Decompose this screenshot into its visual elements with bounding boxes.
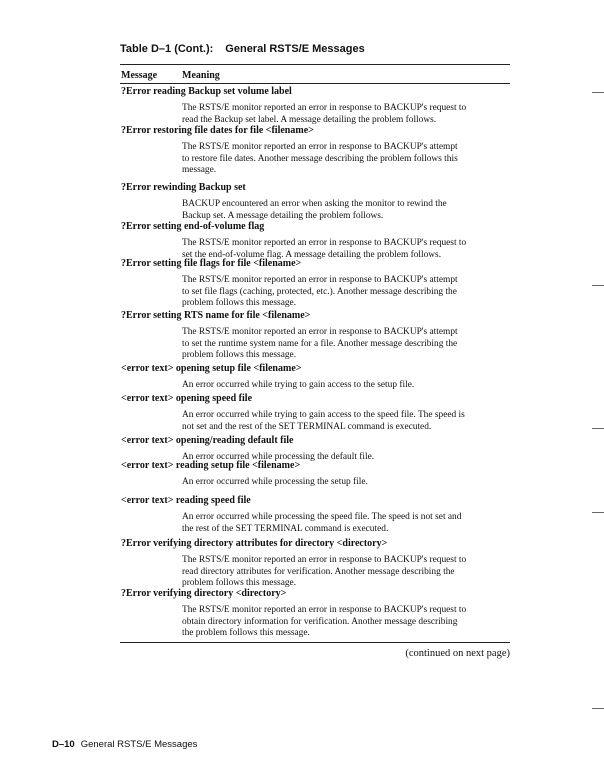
message-meaning bbox=[182, 275, 511, 310]
message-text: <error text> opening speed file bbox=[121, 393, 253, 404]
message-meaning bbox=[182, 103, 511, 126]
meaning-line: BACKUP encountered an error when asking the monitor to rewind the bbox=[182, 199, 447, 209]
meaning-line: The RSTS/E monitor reported an error in response to BACKUP's attempt bbox=[182, 275, 458, 285]
top-rule bbox=[120, 64, 510, 65]
footer-section: General RSTS/E Messages bbox=[80, 739, 198, 750]
message-entry bbox=[121, 258, 511, 310]
message-text: ?Error verifying directory <directory> bbox=[121, 588, 287, 599]
meaning-line: to set file flags (caching, protected, etc.). Another message describing the bbox=[182, 286, 457, 297]
message-meaning bbox=[182, 142, 511, 177]
meaning-line: set the end-of-volume flag. A message detailing the problem follows. bbox=[182, 249, 442, 260]
meaning-line: problem follows this message. bbox=[182, 578, 297, 589]
meaning-line: An error occurred while processing the speed file. The speed is not set and bbox=[182, 512, 462, 522]
message-entry bbox=[121, 125, 511, 177]
message-meaning bbox=[182, 512, 511, 535]
meaning-line: An error occurred while trying to gain access to the setup file. bbox=[182, 380, 415, 390]
message-meaning bbox=[182, 380, 511, 392]
message-meaning bbox=[182, 410, 511, 433]
table-number: Table D–1 (Cont.): bbox=[120, 43, 214, 55]
continued-note: (continued on next page) bbox=[405, 648, 510, 659]
meaning-line: problem follows this message. bbox=[182, 298, 297, 309]
message-text: ?Error rewinding Backup set bbox=[121, 182, 246, 193]
meaning-line: the problem follows this message. bbox=[182, 628, 310, 639]
message-text: <error text> reading speed file bbox=[121, 495, 251, 506]
column-message: Message bbox=[121, 70, 158, 81]
message-text: <error text> reading setup file <filename> bbox=[121, 460, 301, 471]
message-text: ?Error reading Backup set volume label bbox=[121, 86, 292, 97]
page-footer bbox=[52, 739, 197, 750]
message-meaning bbox=[182, 605, 511, 640]
message-entry bbox=[121, 588, 511, 640]
scan-mark bbox=[592, 512, 604, 513]
scan-mark bbox=[592, 708, 604, 709]
message-meaning bbox=[182, 477, 511, 489]
message-entry bbox=[121, 182, 511, 222]
message-text: <error text> opening/reading default file bbox=[121, 435, 294, 446]
message-text: ?Error setting file flags for file <filename> bbox=[121, 258, 302, 269]
meaning-line: The RSTS/E monitor reported an error in response to BACKUP's request to bbox=[182, 555, 467, 565]
meaning-line: An error occurred while trying to gain access to the speed file. The speed is bbox=[182, 410, 465, 420]
meaning-line: to restore file dates. Another message describing the problem follows this bbox=[182, 153, 458, 164]
meaning-line: read directory attributes for verification. Another message describing the bbox=[182, 566, 455, 577]
meaning-line: to set the runtime system name for a file. Another message describing the bbox=[182, 338, 458, 349]
table-title bbox=[120, 43, 365, 55]
message-entry bbox=[121, 86, 511, 126]
column-meaning: Meaning bbox=[182, 70, 220, 81]
message-meaning bbox=[182, 327, 511, 362]
message-text: ?Error setting end-of-volume flag bbox=[121, 221, 265, 232]
scan-mark bbox=[592, 428, 604, 429]
meaning-line: The RSTS/E monitor reported an error in response to BACKUP's request to bbox=[182, 605, 467, 615]
meaning-line: not set and the rest of the SET TERMINAL command is executed. bbox=[182, 421, 432, 432]
meaning-line: message. bbox=[182, 165, 217, 176]
header-rule bbox=[120, 83, 510, 84]
message-meaning bbox=[182, 199, 511, 222]
meaning-line: The RSTS/E monitor reported an error in response to BACKUP's attempt bbox=[182, 327, 458, 337]
meaning-line: obtain directory information for verification. Another message describing bbox=[182, 616, 458, 627]
message-text: <error text> opening setup file <filename> bbox=[121, 363, 302, 374]
message-entry bbox=[121, 495, 511, 535]
meaning-line: An error occurred while processing the setup file. bbox=[182, 477, 368, 487]
page-number: D–10 bbox=[52, 739, 75, 750]
message-entry bbox=[121, 460, 511, 489]
meaning-line: The RSTS/E monitor reported an error in response to BACKUP's attempt bbox=[182, 142, 458, 152]
meaning-line: Backup set. A message detailing the problem follows. bbox=[182, 210, 384, 221]
message-text: ?Error restoring file dates for file <filename> bbox=[121, 125, 314, 136]
message-text: ?Error setting RTS name for file <filename> bbox=[121, 310, 311, 321]
table-header bbox=[121, 70, 220, 81]
meaning-line: the rest of the SET TERMINAL command is executed. bbox=[182, 523, 389, 534]
message-entry bbox=[121, 363, 511, 392]
meaning-line: problem follows this message. bbox=[182, 350, 297, 361]
message-entry bbox=[121, 393, 511, 433]
meaning-line: The RSTS/E monitor reported an error in response to BACKUP's request to bbox=[182, 103, 467, 113]
bottom-rule bbox=[120, 642, 510, 643]
message-entry bbox=[121, 310, 511, 362]
message-meaning bbox=[182, 555, 511, 590]
meaning-line: read the Backup set label. A message detailing the problem follows. bbox=[182, 114, 437, 125]
message-entry bbox=[121, 221, 511, 261]
message-text: ?Error verifying directory attributes for directory <directory> bbox=[121, 538, 388, 549]
table-name: General RSTS/E Messages bbox=[225, 43, 365, 55]
scan-mark bbox=[592, 285, 604, 286]
scan-mark bbox=[592, 92, 604, 93]
meaning-line: The RSTS/E monitor reported an error in response to BACKUP's request to bbox=[182, 238, 467, 248]
message-entry bbox=[121, 538, 511, 590]
meaning-line: An error occurred while processing the default file. bbox=[182, 452, 375, 462]
